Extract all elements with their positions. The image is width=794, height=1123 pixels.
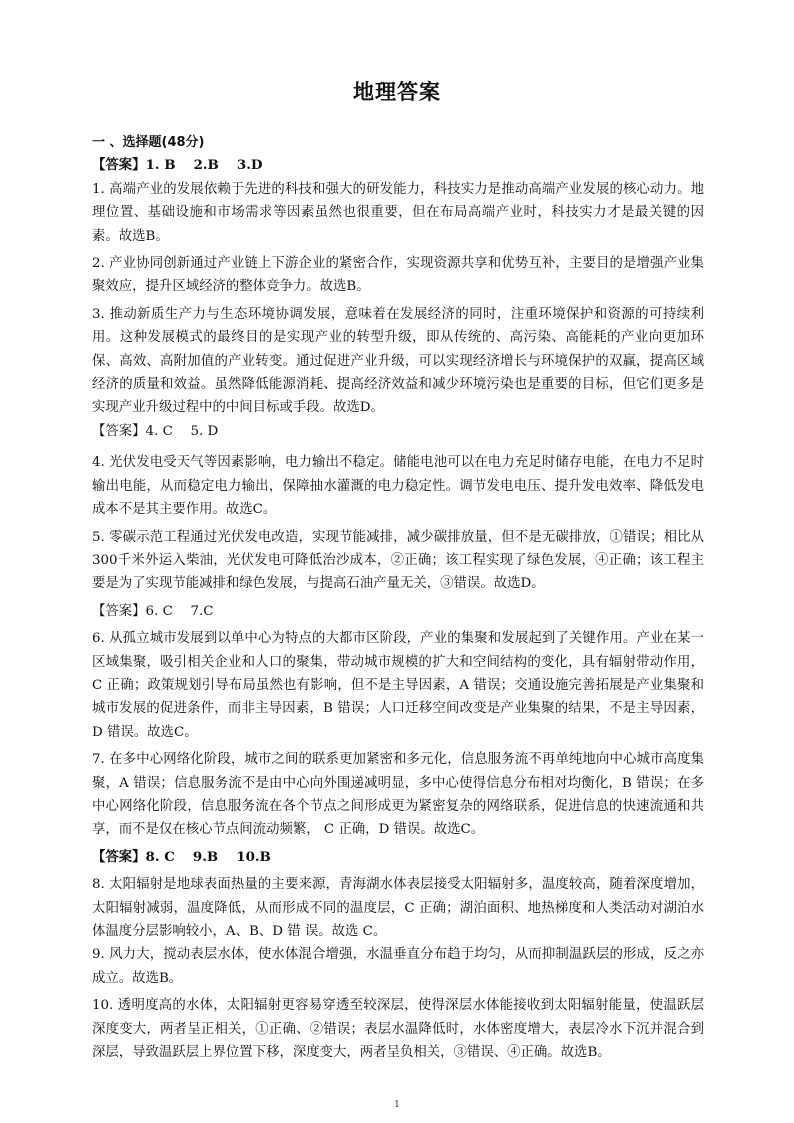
explanation-paragraph: 4. 光伏发电受天气等因素影响，电力输出不稳定。储能电池可以在电力充足时储存电能，在电力不足时输出电能，从而稳定电力输出，保障抽水灌溉的电力稳定性。调节发电电压、提升发电效率、降低发电成本不是其主要作用。故选C。: [92, 455, 704, 518]
explanation-paragraph: 1. 高端产业的发展依赖于先进的科技和强大的研发能力，科技实力是推动高端产业发展的核心动力。地理位置、基础设施和市场需求等因素虽然也很重要，但在布局高端产业时，科技实力才是最关键的因素。故选B。: [92, 181, 704, 244]
page-title: 地理答案: [353, 80, 441, 104]
explanation-paragraph: 8. 太阳辐射是地球表面热量的主要来源，青海湖水体表层接受太阳辐射多，温度较高，随着深度增加，太阳辐射减弱，温度降低，从而形成不同的温度层，C 正确；湖泊面积、地热梯度和人类活动对湖泊水体温度分层影响较小，A、B、D 错 误。故选 C。: [92, 877, 704, 939]
answer-key-line: 【答案】6. C 7.C: [92, 603, 214, 619]
explanation-paragraph: 3. 推动新质生产力与生态环境协调发展，意味着在发展经济的同时，注重环境保护和资源的可持续利用。这种发展模式的最终目的是实现产业的转型升级，即从传统的、高污染、高能耗的产业向更加环保、高效、高附加值的产业转变。通过促进产业升级，可以实现经济增长与环境保护的双赢，提高区域经济的质量和效益。虽然降低能源消耗、提高经济效益和减少环境污染也是重要的目标，但它们更多是实现产业升级过程中的中间目标或手段。故选D。: [92, 306, 704, 416]
explanation-paragraph: 5. 零碳示范工程通过光伏发电改造，实现节能减排，减少碳排放量，但不是无碳排放，①错误；相比从300千米外运入柴油，光伏发电可降低治沙成本，②正确；该工程实现了绿色发展，④正确；该工程主要是为了实现节能减排和绿色发展，与提高石油产量无关，③错误。故选D。: [92, 529, 704, 592]
explanation-paragraph: 2. 产业协同创新通过产业链上下游企业的紧密合作，实现资源共享和优势互补，主要目的是增强产业集聚效应，提升区域经济的整体竞争力。故选B。: [92, 256, 704, 295]
page-number: 1: [394, 1100, 400, 1110]
explanation-paragraph: 7. 在多中心网络化阶段，城市之间的联系更加紧密和多元化，信息服务流不再单纯地向中心城市高度集聚，A 错误；信息服务流不是由中心向外围递减明显，多中心使得信息分布相对均衡化，B 错误；在多中心网络化阶段，信息服务流在各个节点之间形成更为紧密复杂的网络联系，促进信息的快速流通和共享，而不是仅在核心节点间流动频繁， C 正确，D 错误。故选C。: [92, 752, 704, 838]
section-heading: 一 、选择题(48分): [92, 135, 205, 150]
answer-content: [92, 131, 704, 1064]
explanation-paragraph: 6. 从孤立城市发展到以单中心为特点的大都市区阶段，产业的集聚和发展起到了关键作用。产业在某一区域集聚，吸引相关企业和人口的聚集，带动城市规模的扩大和空间结构的变化，具有辐射带动作用，C 正确；政策规划引导布局虽然也有影响，但不是主导因素，A 错误；交通设施完善拓展是产业集聚和城市发展的促进条件，而非主导因素，B 错误；人口迁移空间改变是产业集聚的结果，不是主导因素， D 错误。故选C。: [92, 631, 704, 740]
answer-key-line: 【答案】1. B 2.B 3.D: [92, 157, 263, 174]
explanation-paragraph: 9. 风力大，搅动表层水体，使水体混合增强，水温垂直分布趋于均匀，从而抑制温跃层的形成，反之亦成立。故选B。: [92, 947, 704, 986]
answer-key-line: 【答案】4. C 5. D: [92, 423, 219, 439]
explanation-paragraph: 10. 透明度高的水体，太阳辐射更容易穿透至较深层，使得深层水体能接收到太阳辐射能量，使温跃层深度变大，两者呈正相关，①正确、②错误；表层水温降低时，水体密度增大，表层冷水下沉并混合到深层，导致温跃层上界位置下移，深度变大，两者呈负相关，③错误、④正确。故选B。: [92, 998, 704, 1061]
answer-key-line: 【答案】8. C 9.B 10.B: [92, 848, 271, 865]
